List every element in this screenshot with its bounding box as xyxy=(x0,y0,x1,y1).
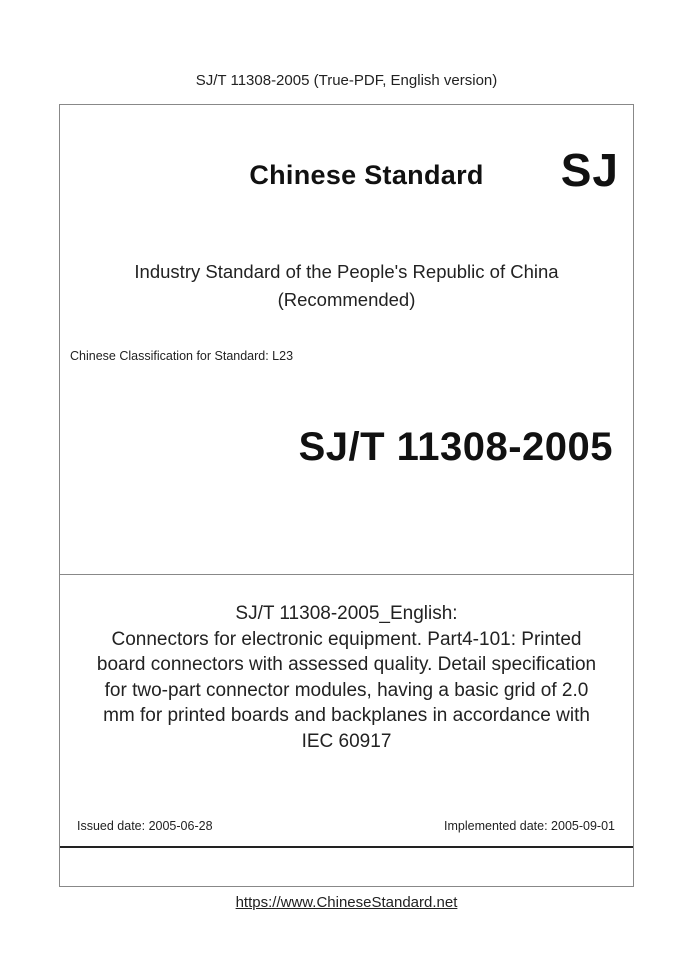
issued-date: Issued date: 2005-06-28 xyxy=(77,819,213,833)
standard-mark: SJ xyxy=(560,144,619,196)
description-line: mm for printed boards and backplanes in accordance with xyxy=(103,705,590,727)
section-divider xyxy=(60,574,633,575)
industry-line: Industry Standard of the People's Republic of China xyxy=(134,261,559,282)
standard-description xyxy=(60,601,633,755)
cover-upper-section xyxy=(60,105,633,574)
bottom-divider xyxy=(60,846,633,848)
description-line: IEC 60917 xyxy=(301,730,392,752)
industry-statement xyxy=(60,258,633,314)
implemented-date: Implemented date: 2005-09-01 xyxy=(444,819,615,833)
classification-text: Chinese Classification for Standard: L23 xyxy=(70,349,294,363)
description-line: board connectors with assessed quality. Detail specification xyxy=(96,654,597,676)
description-line: Connectors for electronic equipment. Part4-101: Printed xyxy=(111,628,582,650)
description-line: for two-part connector modules, having a basic grid of 2.0 xyxy=(104,679,589,701)
standard-code: SJ/T 11308-2005 xyxy=(298,425,613,469)
recommended-line: (Recommended) xyxy=(277,289,416,310)
document-label: SJ/T 11308-2005 (True-PDF, English version) xyxy=(195,72,498,89)
cover-frame xyxy=(59,104,634,887)
website-link[interactable]: https://www.ChineseStandard.net xyxy=(235,894,458,911)
description-line: SJ/T 11308-2005_English: xyxy=(235,603,458,624)
cover-heading: Chinese Standard xyxy=(249,160,484,190)
